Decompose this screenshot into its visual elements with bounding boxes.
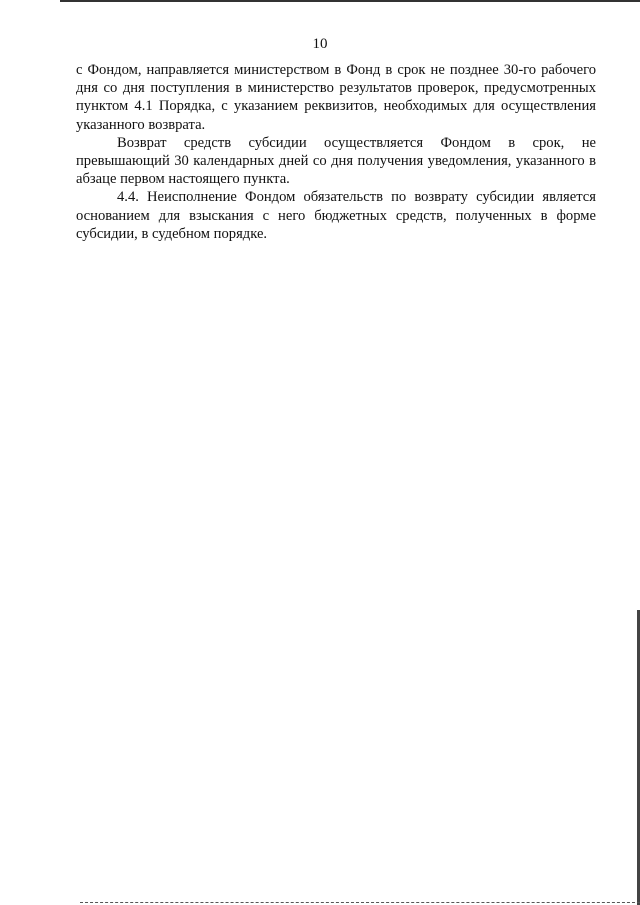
- paragraph-continuation: с Фондом, направляется министерством в Фонд в срок не позднее 30-го рабочего дня со дня поступления в министерство результатов проверок, предусмотренных пунктом 4.1 Порядка, с указанием реквизитов, необходимых для осуществления указанного возврата.: [76, 62, 596, 133]
- paragraph-refund-term: Возврат средств субсидии осуществляется Фондом в срок, не превышающий 30 календарных дней со дня получения уведомления, указанного в абзаце первом настоящего пункта.: [76, 134, 596, 188]
- scan-edge-top: [60, 0, 640, 2]
- document-body: [76, 61, 596, 243]
- paragraph-4-4: 4.4. Неисполнение Фондом обязательств по возврату субсидии является основанием для взыскания с него бюджетных средств, полученных в форме субсидии, в судебном порядке.: [76, 189, 596, 242]
- page-number: 10: [312, 36, 328, 52]
